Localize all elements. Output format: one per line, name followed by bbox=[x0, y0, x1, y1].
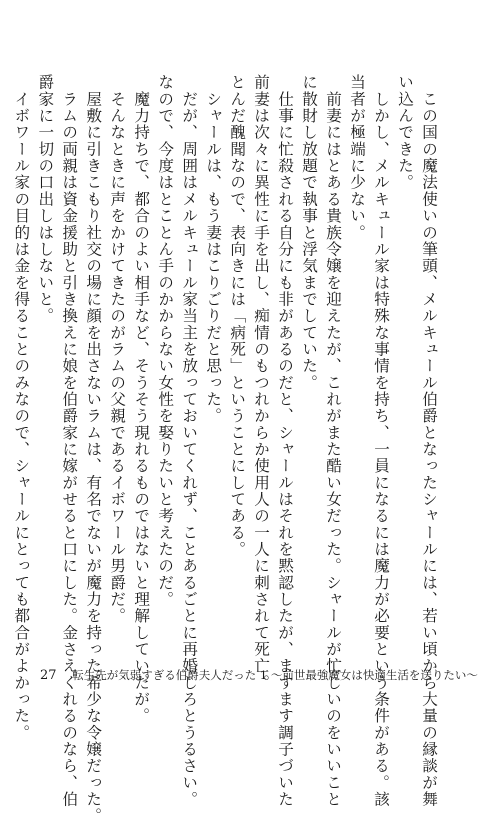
text-column: い込んできた。 bbox=[396, 74, 415, 191]
text-column: イボワール家の目的は金を得ることのみなので、シャールにとっても都合がよかった。 bbox=[12, 74, 31, 741]
running-title: 転生先が気弱すぎる伯爵夫人だった 1 ～前世最強魔女は快適生活を送りたい～ bbox=[72, 668, 478, 682]
text-column: 仕事に忙殺される自分にも非があるのだと、シャールはそれを黙認したが、ますます調子づいた bbox=[276, 74, 295, 808]
text-column: だが、周囲はメルキュール家当主を放っておいてくれず、ことあるごとに再婚しろとうるさい。 bbox=[180, 74, 199, 808]
text-column: しかし、メルキュール家は特殊な事情を持ち、一員になるには魔力が必要という条件がある。該 bbox=[372, 74, 391, 808]
text-column: 魔力持ちで、都合のよい相手など、そうそう現れるものではないと理解していたが。 bbox=[132, 74, 151, 725]
page-number: 27 bbox=[40, 668, 57, 683]
text-column: そんなときに声をかけてきたのがラムの父親であるイボワール男爵だ。 bbox=[108, 74, 127, 625]
text-column: シャールは、もう妻はこりごりだと思った。 bbox=[204, 74, 223, 425]
page-footer bbox=[40, 667, 478, 683]
text-column: 前妻にはとある貴族令嬢を迎えたが、これがまた酷い女だった。シャールが忙しいのをいいこと bbox=[324, 74, 343, 808]
text-column: に散財し放題で執事と浮気までしていた。 bbox=[300, 74, 319, 391]
text-column: ラムの両親は資金援助と引き換えに娘を伯爵家に嫁がせると口にした。金さえくれるのなら、伯 bbox=[60, 74, 79, 808]
text-column: なので、今度はとことん手のかからない女性を娶りたいと考えたのだ。 bbox=[156, 74, 175, 608]
text-column: 前妻は次々に異性に手を出し、痴情のもつれからか使用人の一人に刺されて死亡。 bbox=[252, 74, 271, 691]
text-column: 当者が極端に少ない。 bbox=[348, 74, 367, 241]
text-column: この国の魔法使いの筆頭、メルキュール伯爵となったシャールには、若い頃から大量の縁談が舞 bbox=[420, 74, 438, 808]
text-column: とんだ醜聞なので、表向きには「病死」ということにしてある。 bbox=[228, 74, 247, 558]
text-column: 爵家に一切の口出しはしないと。 bbox=[36, 74, 55, 325]
text-column: 屋敷に引きこもり社交の場に顔を出さないラムは、有名でないが魔力を持った希少な令嬢だった。 bbox=[84, 74, 103, 824]
